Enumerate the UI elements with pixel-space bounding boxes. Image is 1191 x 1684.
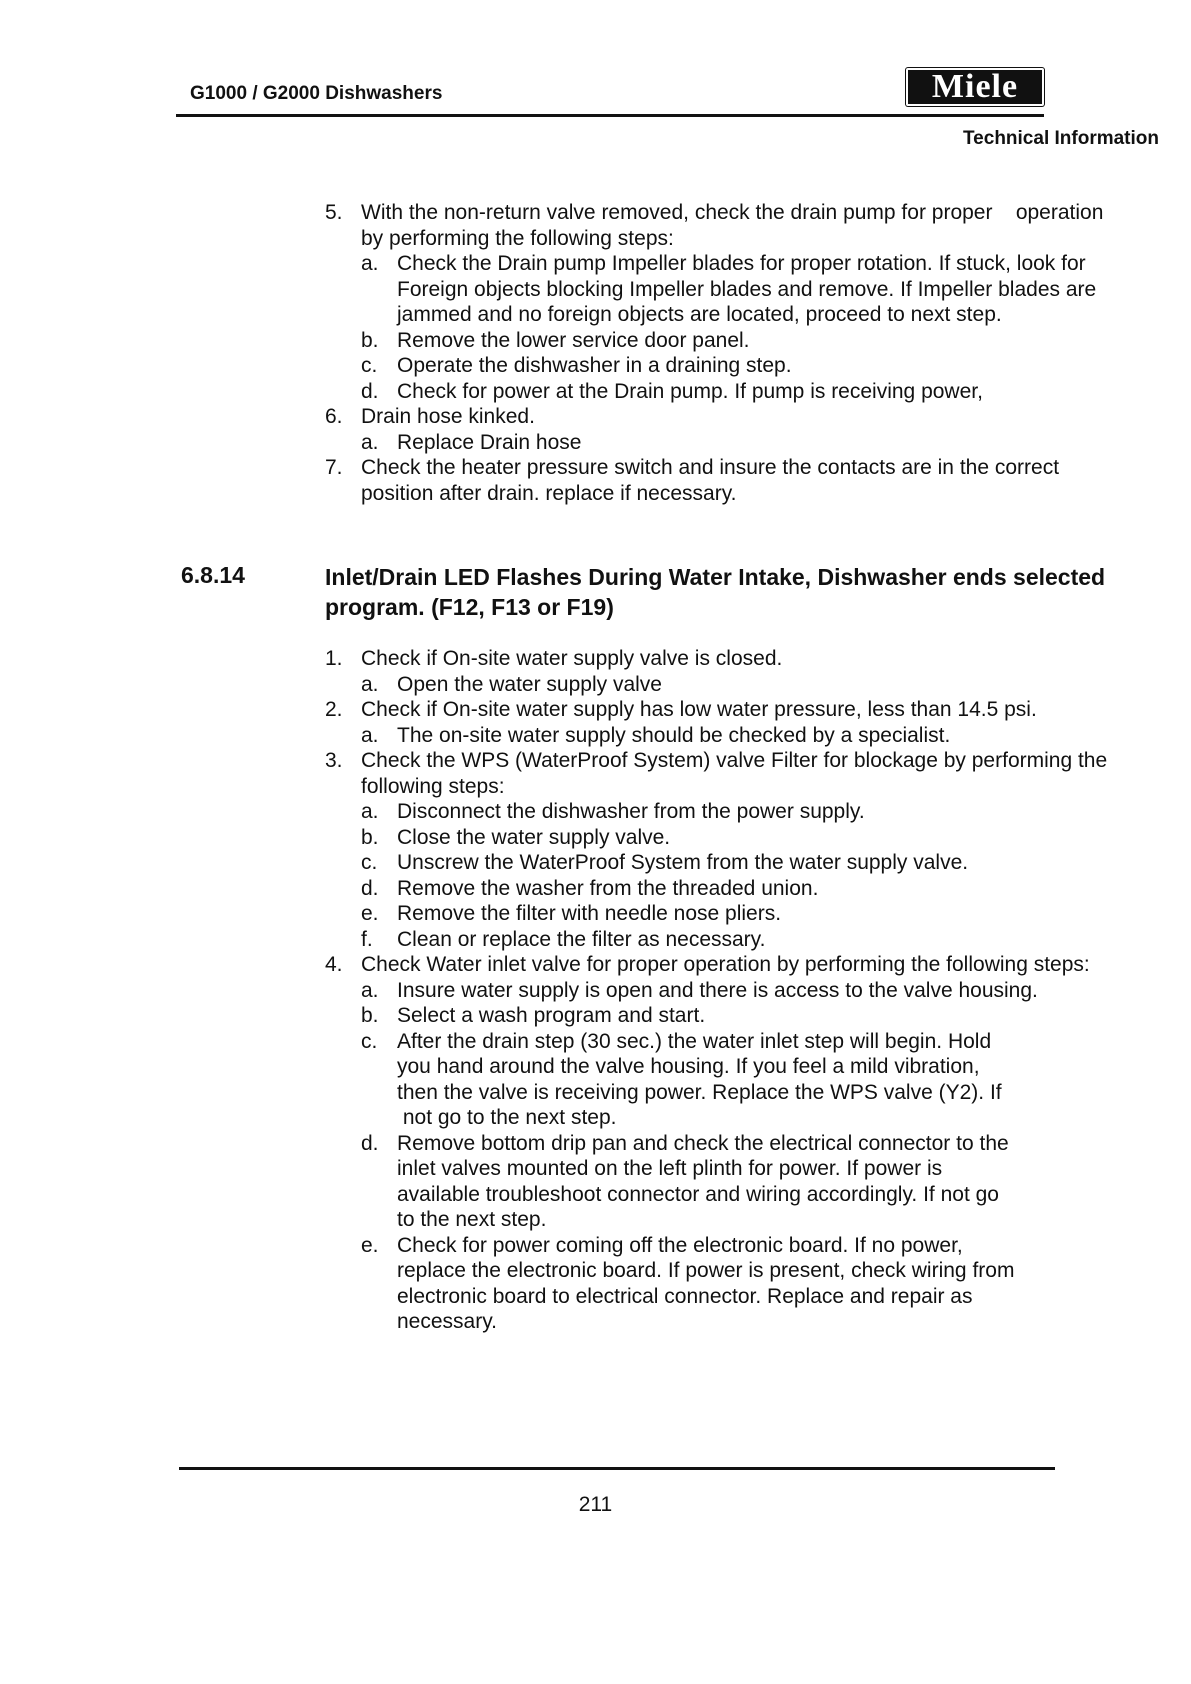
list-item-2 xyxy=(325,697,1155,723)
text-line: With the non-return valve removed, check the drain pump for proper operation xyxy=(361,201,1104,224)
section-title xyxy=(325,562,1155,622)
text-line: not go to the next step. xyxy=(397,1106,617,1129)
sub-item xyxy=(361,927,1155,953)
sub-item-letter: a. xyxy=(361,723,379,747)
item-number: 5. xyxy=(325,201,343,224)
sub-item xyxy=(361,1003,1155,1029)
sub-item-text xyxy=(397,1233,1155,1335)
sub-item-letter: e. xyxy=(361,1233,379,1257)
sub-item-text: Remove the lower service door panel. xyxy=(397,328,750,352)
sub-item xyxy=(361,799,1155,825)
sub-item-letter: c. xyxy=(361,851,378,874)
sub-item xyxy=(361,723,1155,749)
sub-item-letter: c. xyxy=(361,1029,378,1053)
item-number: 4. xyxy=(325,953,343,976)
page-number: 211 xyxy=(578,1493,613,1516)
sub-item-text xyxy=(397,1131,1155,1233)
text-line: Check for power coming off the electronic board. If no power, xyxy=(397,1233,963,1257)
text-line: necessary. xyxy=(397,1310,497,1333)
header-rule xyxy=(176,114,1044,117)
troubleshooting-list-continued xyxy=(325,200,1155,506)
sub-item-text: Remove the filter with needle nose pliers. xyxy=(397,902,782,925)
text-line: Remove bottom drip pan and check the electrical connector to the xyxy=(397,1131,1009,1155)
sub-item-letter: e. xyxy=(361,902,379,925)
item-number: 1. xyxy=(325,647,343,670)
sub-item-letter: f. xyxy=(361,927,373,951)
sub-item-letter: a. xyxy=(361,672,379,696)
sub-item xyxy=(361,251,1155,328)
list-item-1 xyxy=(325,646,1155,672)
troubleshooting-list xyxy=(325,646,1155,1335)
text-line: to the next step. xyxy=(397,1208,547,1231)
text-line: then the valve is receiving power. Replace the WPS valve (Y2). If xyxy=(397,1080,1002,1104)
sub-item xyxy=(361,1029,1155,1131)
sub-item-text: Operate the dishwasher in a draining step. xyxy=(397,354,792,377)
text-line: Foreign objects blocking Impeller blades and remove. If Impeller blades are xyxy=(397,277,1097,301)
sub-item-text: Select a wash program and start. xyxy=(397,1004,706,1027)
sub-item-text xyxy=(397,1029,1155,1131)
list-item-5 xyxy=(325,200,1155,251)
text-line: following steps: xyxy=(361,774,505,798)
text-line: After the drain step (30 sec.) the water inlet step will begin. Hold xyxy=(397,1029,992,1053)
sub-item xyxy=(361,328,1155,354)
sub-item xyxy=(361,379,1155,405)
sub-item xyxy=(361,850,1155,876)
sub-item xyxy=(361,353,1155,379)
text-line: jammed and no foreign objects are located, proceed to next step. xyxy=(397,303,1002,326)
sub-item xyxy=(361,876,1155,902)
text-line: position after drain. replace if necessary. xyxy=(361,481,737,505)
list-item-6 xyxy=(325,404,1155,430)
document-subtitle: Technical Information xyxy=(962,128,1159,149)
sub-item xyxy=(361,901,1155,927)
item-number: 2. xyxy=(325,698,343,721)
item-number: 6. xyxy=(325,405,343,428)
sub-item-letter: d. xyxy=(361,876,379,900)
sub-item-letter: c. xyxy=(361,354,378,377)
sub-item xyxy=(361,1131,1155,1233)
item-number: 3. xyxy=(325,749,343,772)
document-title: G1000 / G2000 Dishwashers xyxy=(190,83,443,104)
text-line: Check the WPS (WaterProof System) valve Filter for blockage by performing the xyxy=(361,749,1108,772)
sub-item xyxy=(361,672,1155,698)
sub-item-text: Clean or replace the filter as necessary. xyxy=(397,927,766,951)
sub-item-letter: b. xyxy=(361,825,379,849)
sub-item-text xyxy=(397,251,1155,328)
sub-item-text: The on-site water supply should be checked by a specialist. xyxy=(397,723,951,747)
sub-item-text: Remove the washer from the threaded union. xyxy=(397,876,819,900)
text-line: replace the electronic board. If power is present, check wiring from xyxy=(397,1259,1015,1282)
item-text: Check Water inlet valve for proper operation by performing the following steps: xyxy=(361,953,1090,976)
sub-item-text: Close the water supply valve. xyxy=(397,825,671,849)
sub-item-letter: a. xyxy=(361,430,379,454)
list-item-7 xyxy=(325,455,1155,506)
sub-item xyxy=(361,825,1155,851)
sub-item xyxy=(361,978,1155,1004)
text-line: inlet valves mounted on the left plinth for power. If power is xyxy=(397,1157,943,1180)
text-line: Check the heater pressure switch and insure the contacts are in the correct xyxy=(361,456,1060,479)
sub-item-letter: b. xyxy=(361,328,379,352)
sub-item-text: Disconnect the dishwasher from the power supply. xyxy=(397,800,865,823)
sub-item-text: Open the water supply valve xyxy=(397,672,662,696)
item-text: Check if On-site water supply has low water pressure, less than 14.5 psi. xyxy=(361,698,1037,721)
text-line: you hand around the valve housing. If you feel a mild vibration, xyxy=(397,1055,980,1078)
sub-item-text: Insure water supply is open and there is access to the valve housing. xyxy=(397,978,1038,1002)
sub-item-letter: d. xyxy=(361,1131,379,1155)
list-item-4 xyxy=(325,952,1155,978)
item-text xyxy=(361,455,1155,506)
item-text xyxy=(361,200,1155,251)
sub-item-letter: d. xyxy=(361,379,379,403)
text-line: by performing the following steps: xyxy=(361,226,674,250)
sub-item-letter: a. xyxy=(361,978,379,1002)
sub-item-letter: a. xyxy=(361,252,379,275)
sub-item-letter: a. xyxy=(361,800,379,823)
sub-item-text: Check for power at the Drain pump. If pump is receiving power, xyxy=(397,379,983,403)
title-line: Inlet/Drain LED Flashes During Water Intake, Dishwasher ends selected xyxy=(325,564,1106,590)
sub-item-text: Unscrew the WaterProof System from the water supply valve. xyxy=(397,851,969,874)
footer-rule xyxy=(179,1467,1055,1470)
miele-logo: Miele xyxy=(906,68,1044,106)
sub-item xyxy=(361,1233,1155,1335)
section-number: 6.8.14 xyxy=(181,562,245,588)
text-line: available troubleshoot connector and wiring accordingly. If not go xyxy=(397,1182,999,1206)
sub-item-letter: b. xyxy=(361,1004,379,1027)
sub-item-text: Replace Drain hose xyxy=(397,430,582,454)
item-text: Drain hose kinked. xyxy=(361,405,535,428)
item-number: 7. xyxy=(325,456,343,479)
title-line: program. (F12, F13 or F19) xyxy=(325,594,614,620)
item-text: Check if On-site water supply valve is closed. xyxy=(361,647,783,670)
text-line: Check the Drain pump Impeller blades for proper rotation. If stuck, look for xyxy=(397,252,1086,275)
item-text xyxy=(361,748,1155,799)
list-item-3 xyxy=(325,748,1155,799)
text-line: electronic board to electrical connector. Replace and repair as xyxy=(397,1284,973,1308)
sub-item xyxy=(361,430,1155,456)
